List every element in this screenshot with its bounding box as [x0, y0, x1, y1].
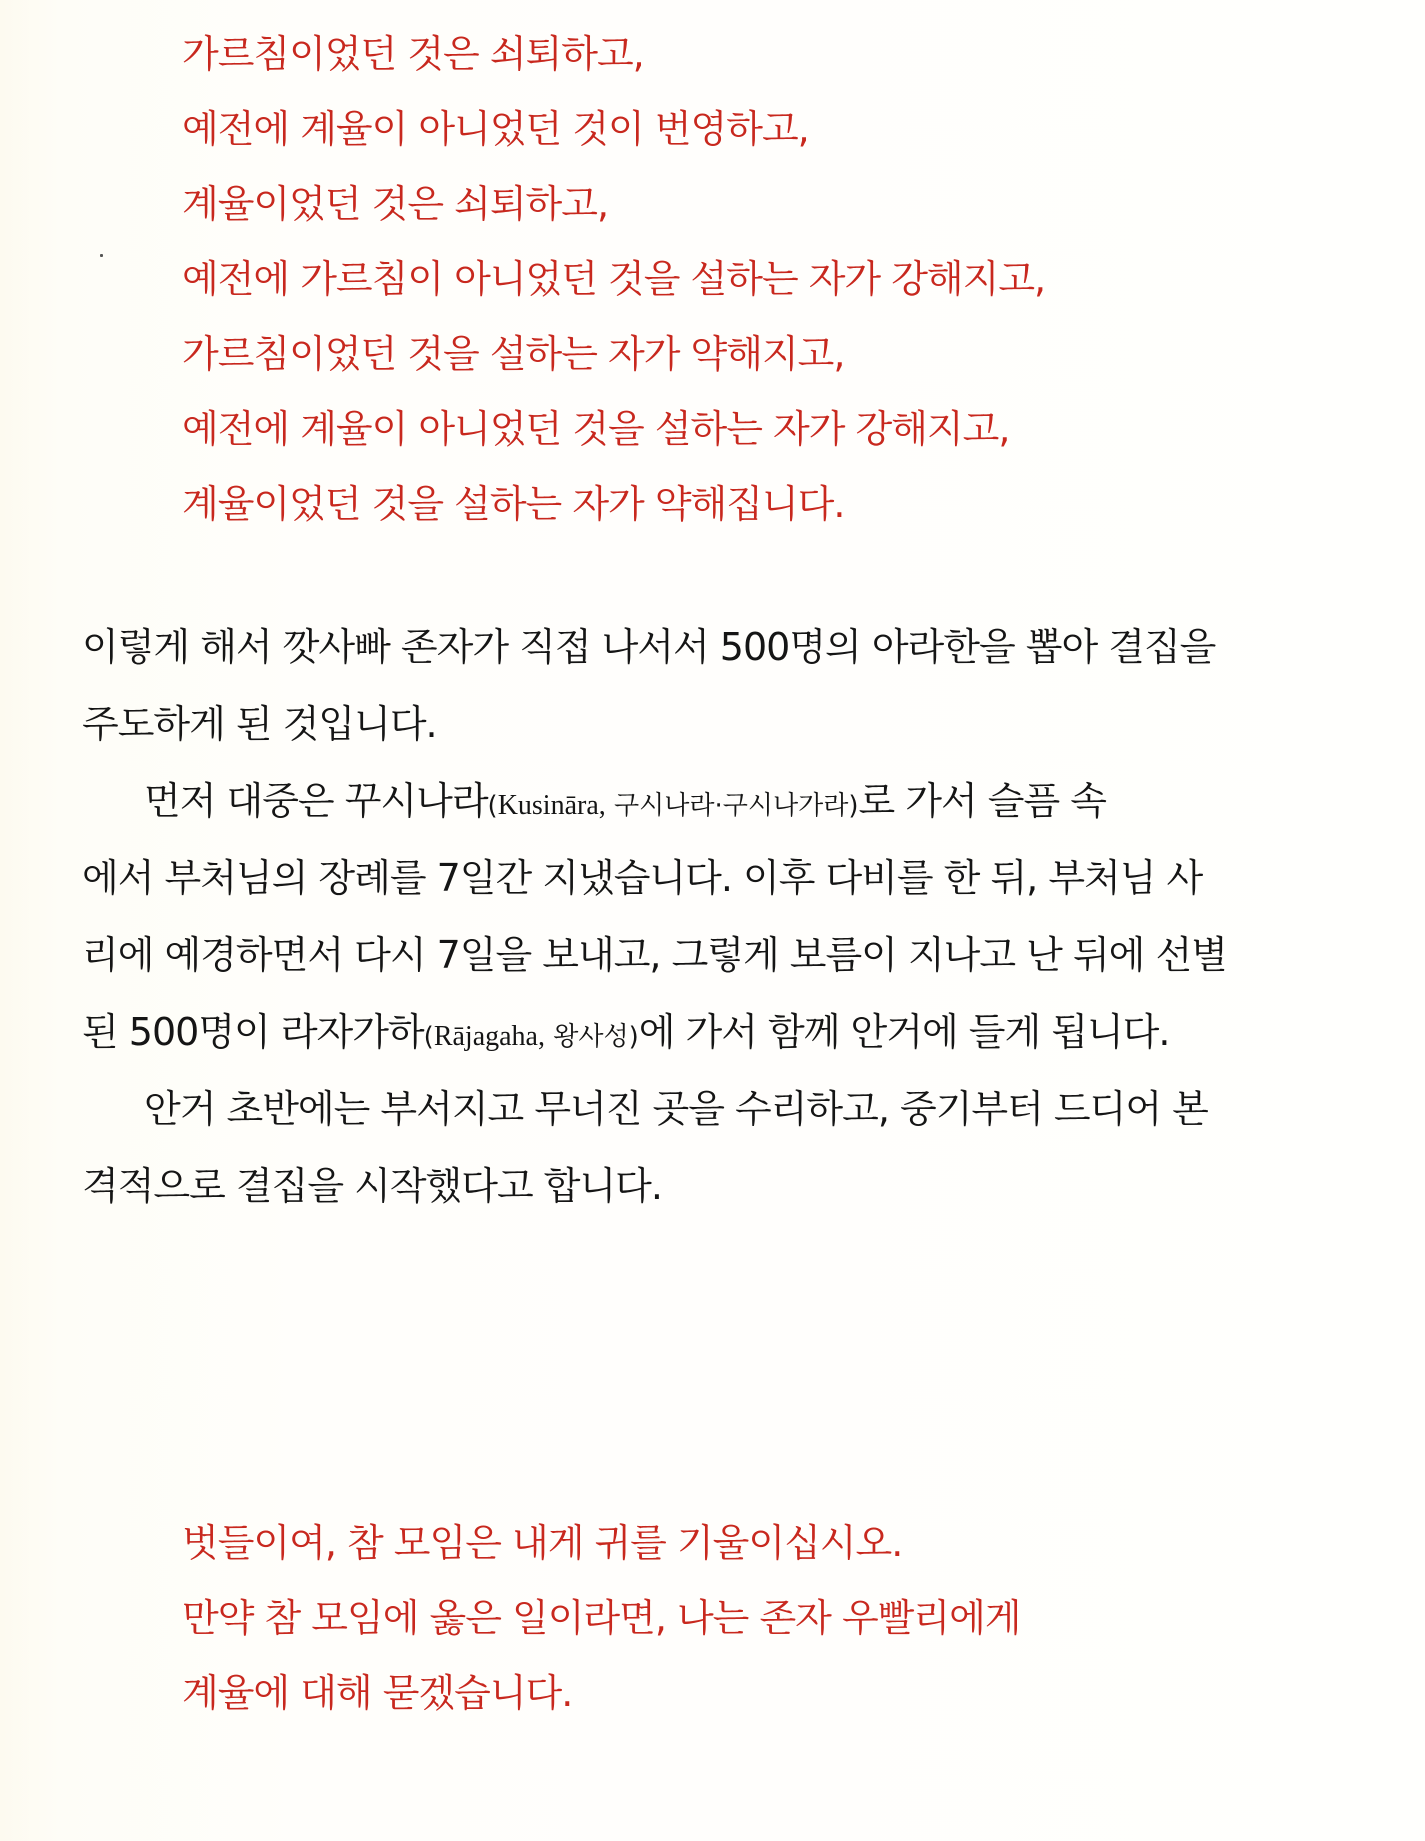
text-run: 로 가서 슬픔 속: [858, 779, 1106, 823]
verse-line: 벗들이여, 참 모임은 내게 귀를 기울이십시오.: [182, 1521, 903, 1565]
verse-line: 예전에 가르침이 아니었던 것을 설하는 자가 강해지고,: [182, 257, 1046, 301]
gloss: 구시나라·구시나가라: [605, 791, 849, 821]
verse-line: 계율이었던 것을 설하는 자가 약해집니다.: [182, 482, 845, 526]
verse-line: 가르침이었던 것을 설하는 자가 약해지고,: [182, 332, 845, 376]
verse-line: 예전에 계율이 아니었던 것을 설하는 자가 강해지고,: [182, 407, 1010, 451]
body-text: [82, 609, 1227, 1225]
text-line: 에서 부처님의 장례를 7일간 지냈습니다. 이후 다비를 한 뒤, 부처님 사: [82, 856, 1203, 900]
text-run: 된 500명이 라자가하: [82, 1010, 424, 1054]
text-line: 리에 예경하면서 다시 7일을 보내고, 그렇게 보름이 지나고 난 뒤에 선별: [82, 933, 1227, 977]
paren: (: [423, 1022, 434, 1052]
text-run: 먼저 대중은 꾸시나라: [144, 779, 488, 823]
paren: ): [628, 1022, 639, 1052]
pali-term: Kusināra,: [497, 790, 606, 821]
paragraph-1: [82, 609, 1216, 763]
verse-line: 예전에 계율이 아니었던 것이 번영하고,: [182, 107, 809, 151]
verse-line: 만약 참 모임에 옳은 일이라면, 나는 존자 우빨리에게: [182, 1596, 1021, 1640]
text-line: 격적으로 결집을 시작했다고 합니다.: [82, 1164, 662, 1208]
verse-line: 가르침이었던 것은 쇠퇴하고,: [182, 32, 644, 76]
verse-line: 계율이었던 것은 쇠퇴하고,: [182, 182, 609, 226]
text-line: 안거 초반에는 부서지고 무너진 곳을 수리하고, 중기부터 드디어 본: [144, 1087, 1208, 1131]
gloss: 왕사성: [544, 1022, 629, 1052]
text-line: [82, 994, 1170, 1071]
paragraph-2: [82, 763, 1227, 1071]
text-line: 이렇게 해서 깟사빠 존자가 직접 나서서 500명의 아라한을 뽑아 결집을: [82, 625, 1216, 669]
paragraph-3: [82, 1071, 1208, 1225]
verse-block-bottom: [182, 1506, 1021, 1731]
verse-line: 계율에 대해 묻겠습니다.: [182, 1671, 573, 1715]
paren: ): [848, 791, 859, 821]
verse-block-top: [182, 17, 1045, 542]
text-run: 에 가서 함께 안거에 들게 됩니다.: [638, 1010, 1170, 1054]
paren: (: [487, 791, 498, 821]
pali-term: Rājagaha,: [433, 1021, 545, 1052]
text-line: [82, 763, 1132, 840]
text-line: 주도하게 된 것입니다.: [82, 702, 437, 746]
scan-speck: [100, 254, 103, 257]
